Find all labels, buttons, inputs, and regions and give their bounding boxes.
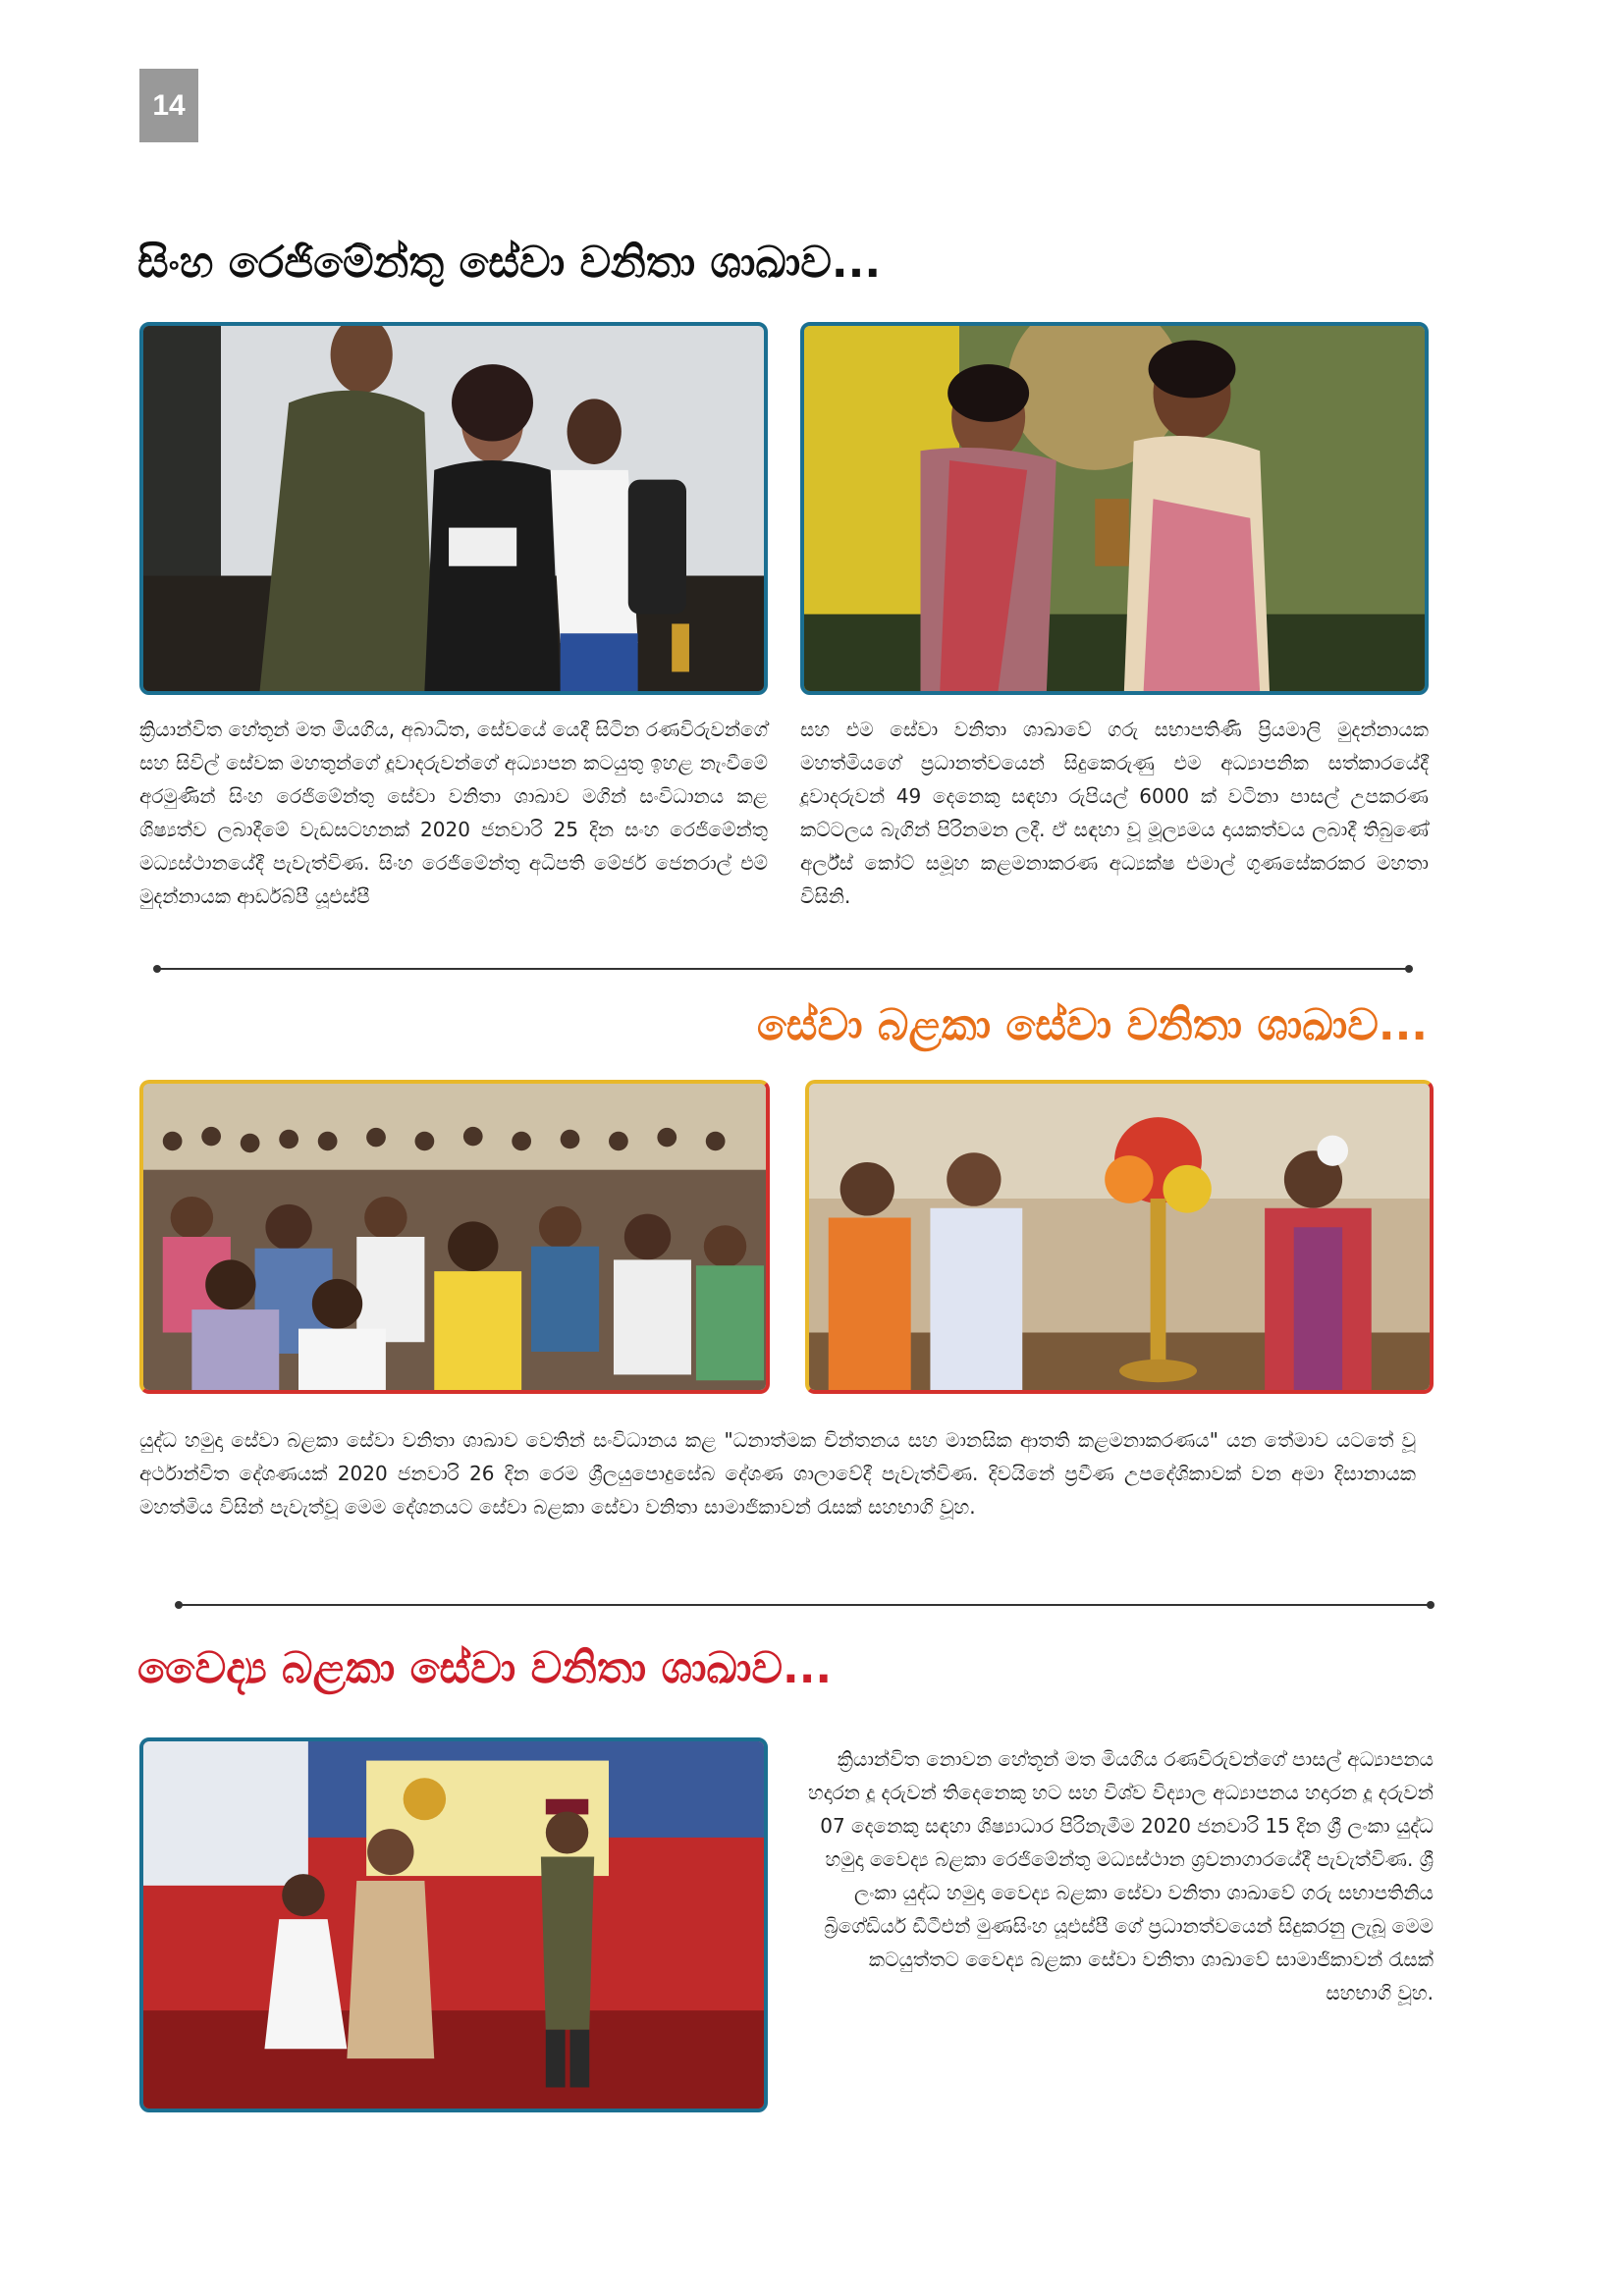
photo-scholarship-handover [139,322,768,695]
section-title-sinha-regiment: සිංහ රෙජිමේන්තු සේවා වනිතා ශාඛාව... [137,238,882,288]
section1-paragraph-right: සහ එම සේවා වනිතා ශාඛාවේ ගරු සභාපතිණි ප්‍රියමාලි මුදන්නායක මහත්මියගේ ප්‍රධානත්වයෙන් සිදුකෙරුණු එම අධ්‍යාපනික සත්කාරයේදී දූවාදරුවන් 49 දෙනෙකු සඳහා රුපියල් 6000 ක් වටිනා පාසල් උපකරණ කට්ටලය බැගින් පිරිනමන ලදී. ඒ සඳහා වූ මූල්‍යමය දායකත්වය ලබාදී තිබුණේ අර්ල්ස් කෝට් සමූහ කළමනාකරණ අධ්‍යක්ෂ එමාල් ගුණසේකරකර මහතා විසිනි. [800,718,1429,908]
section3-paragraph: ක්‍රියාන්විත නොවන හේතූන් මත මියගිය රණවිරුවන්ගේ පාසල් අධ්‍යාපනය හදාරන දූ දරුවන් තිදෙනෙකු හට සහ විශ්ව විද්‍යාල අධ්‍යාපනය හදාරන දූ දරුවන් 07 දෙනෙකු සඳහා ශිෂ්‍යාධාර පිරිනැමීම 2020 ජනවාරි 15 දින ශ්‍රී ලංකා යුද්ධ හමුදා වෛද්‍ය බළකා රෙජිමේන්තු මධ්‍යස්ථාන ශ්‍රවනාගාරයේදී පැවැත්විණ. ශ්‍රී ලංකා යුද්ධ හමුදා වෛද්‍ය බළකා සේවා වනිතා ශාඛාවේ ගරු සභාපතිනිය බ්‍රිගේඩියර් ඩීටීඑන් මුණසිංහ යූඑස්පී ගේ ප්‍රධානත්වයෙන් සිදුකරනු ලැබූ මෙම කටයුත්තට වෛද්‍ය බළකා සේවා වනිතා ශාඛාවේ සාමාජිකාවන් රැසක් සහභාගි වූහ. [807,1747,1434,2004]
section1-paragraph-left: ක්‍රියාන්විත හේතූන් මත මියගිය, අබාධිත, සේවයේ යෙදී සිටින රණවිරුවන්ගේ සහ සිවිල් සේවක මහතුන්ගේ දූවාදරුවන්ගේ අධ්‍යාපන කටයුතු ඉහළ නැංවීමේ අරමුණින් සිංහ රෙජිමේන්තු සේවා වනිතා ශාඛාව මගින් සංවිධානය කළ ශිෂ්‍යත්ව ලබාදීමේ වැඩසටහනක් 2020 ජනවාරි 25 දින සංහ රෙජිමේන්තු මධ්‍යස්ථානයේදී පැවැත්විණ. සිංහ රෙජිමේන්තු අධිපති මේජර් ජෙනරාල් එම් මුදන්නායක ආර්ඩබ්පී යූඑස්පී [139,718,768,908]
section-divider [157,968,1409,970]
photo-medical-scholarship [139,1737,768,2112]
section-divider [179,1604,1431,1606]
section2-paragraph: යුද්ධ හමුදා සේවා බළකා සේවා වනිතා ශාඛාව වෙතින් සංවිධානය කළ "ධනාත්මක චින්තනය සහ මානසික ආතති කළමනාකරණය" යන තේමාව යටතේ වූ අර්ථාන්විත දේශණයක් 2020 ජනවාරි 26 දින රෙම ශ්‍රීලයුපොදුසේබ දේශණ ශාලාවේදී පැවැත්විණ. දිවයිනේ ප්‍රවීණ උපදේශිකාවක් වන අමා දිසානායක මහත්මිය විසින් පැවැත්වූ මෙම දේශනයට සේවා බළකා සේවා වනිතා සාමාජිකාවන් රැසක් සහභාගි වූහ. [139,1428,1416,1519]
photo-award-presentation [800,322,1429,695]
section-title-medical-corps: වෛද්‍ය බළකා සේවා වනිතා ශාඛාව... [137,1643,833,1693]
page-number: 14 [139,69,198,142]
photo-lamp-lighting [805,1080,1434,1394]
photo-lecture-audience [139,1080,770,1394]
section-title-service-corps: සේවා බළකා සේවා වනිතා ශාඛාව... [756,1000,1428,1050]
